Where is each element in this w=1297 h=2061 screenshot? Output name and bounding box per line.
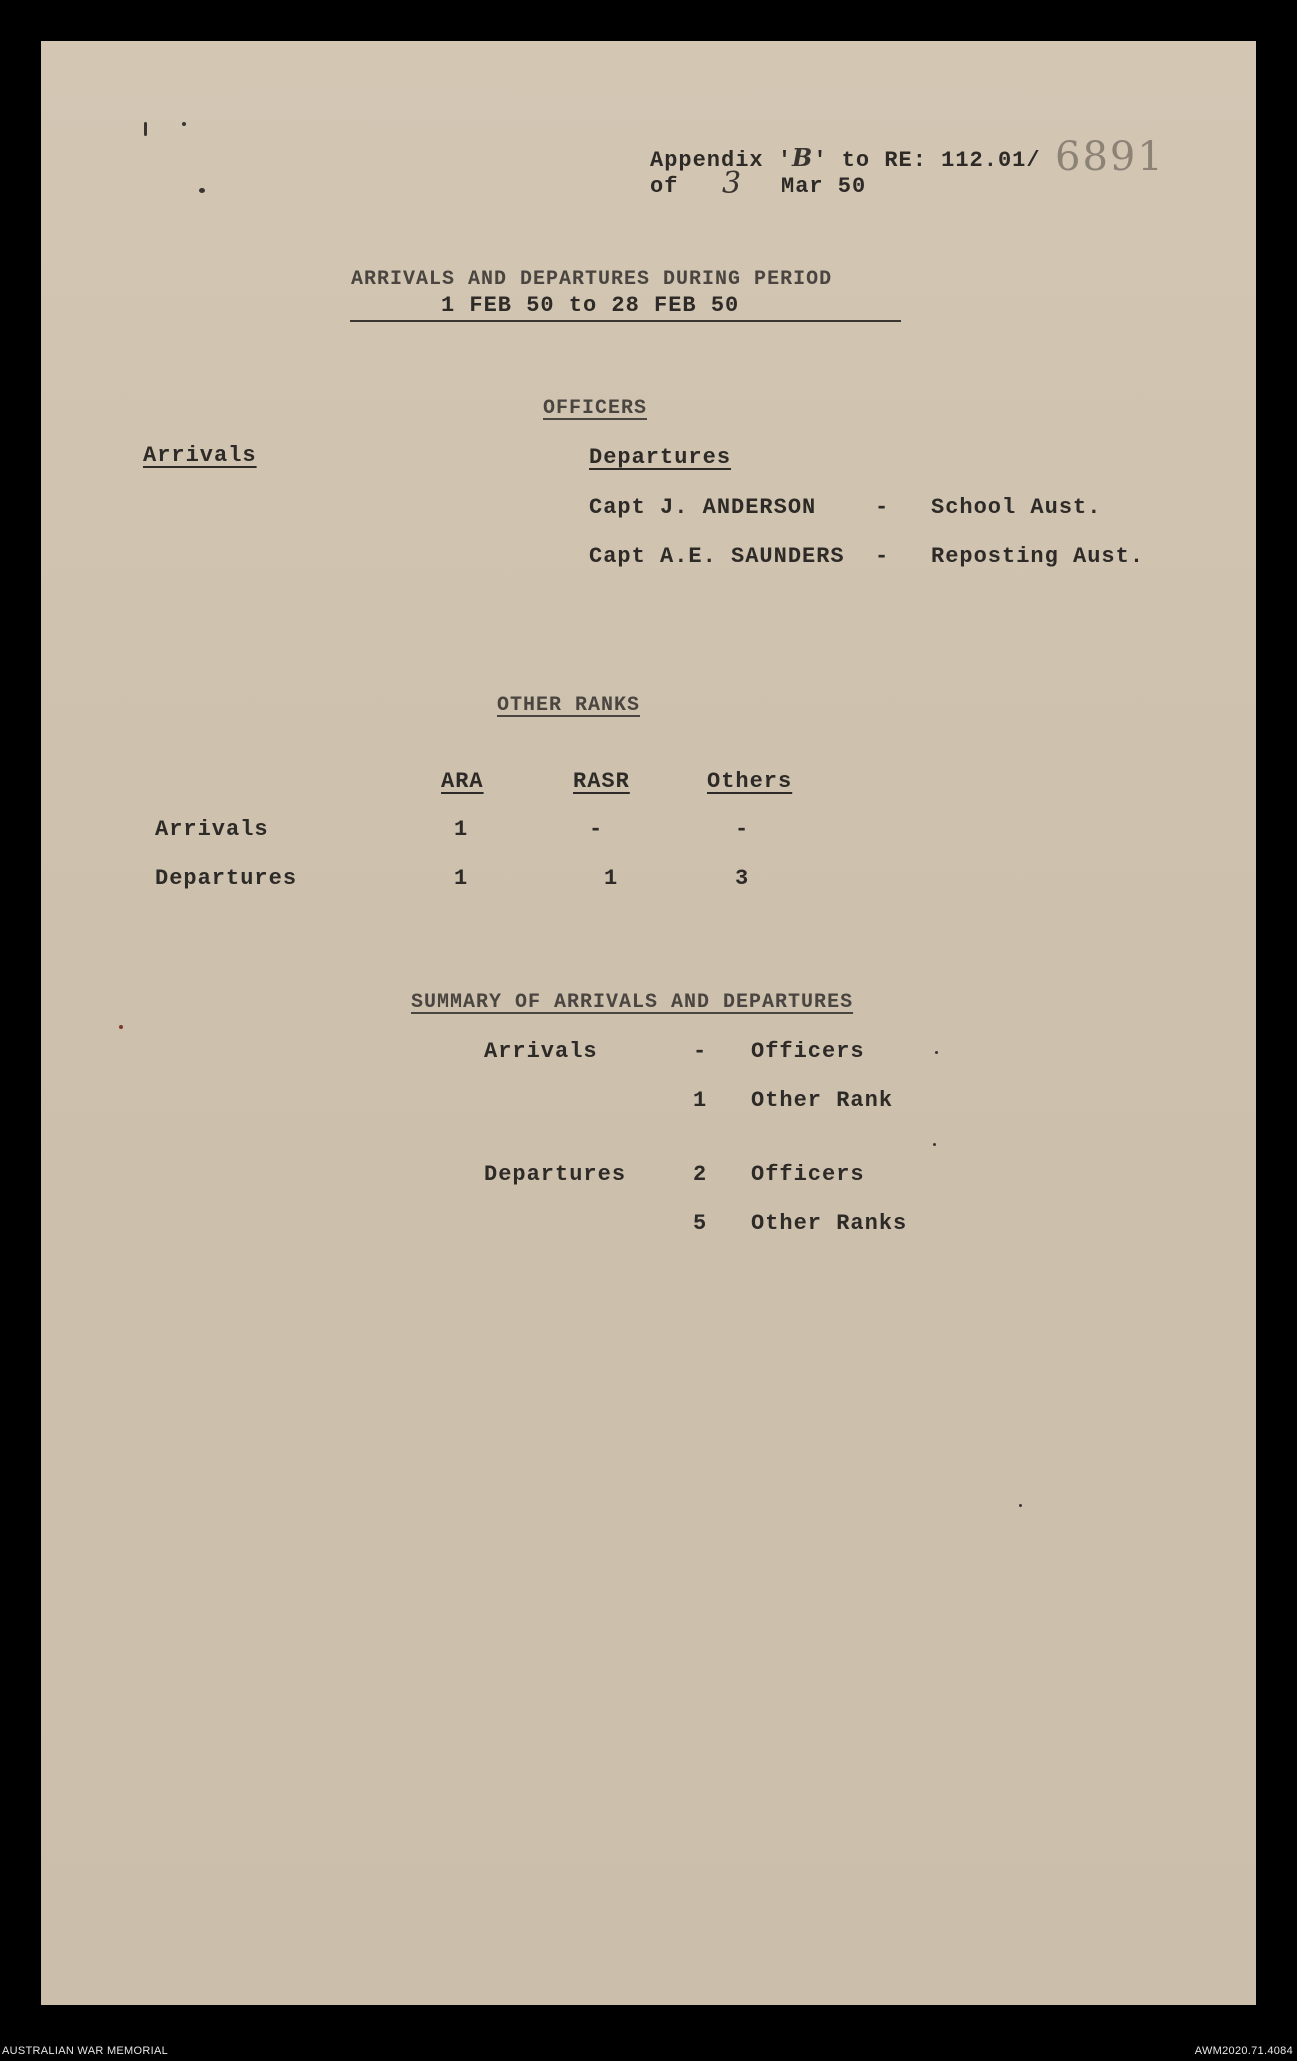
row-label-arrivals: Arrivals [155,817,269,842]
document-page [41,41,1256,2005]
summary-category: Officers [751,1039,865,1064]
officer-departure-destination: Reposting Aust. [931,544,1145,569]
appendix-suffix: ' to RE: 112.01/ [813,148,1041,173]
officers-arrivals-label: Arrivals [143,443,257,468]
column-header-ara: ARA [441,769,484,794]
summary-category: Other Ranks [751,1211,908,1236]
footer-accession-number: AWM2020.71.4084 [1194,2045,1293,2057]
date-month-year: Mar 50 [781,174,867,199]
date-prefix: of [650,174,679,199]
cell-value: 1 [604,866,619,891]
title-line-2: 1 FEB 50 to 28 FEB 50 [441,293,740,318]
summary-count: 5 [693,1211,708,1236]
officer-departure-dash: - [875,495,890,520]
paper-mark [1019,1504,1022,1507]
column-header-others: Others [707,769,793,794]
appendix-letter-handwritten: B [792,143,814,172]
officer-departure-name: Capt A.E. SAUNDERS [589,544,845,569]
officers-heading: OFFICERS [543,397,648,420]
title-line-1: ARRIVALS AND DEPARTURES DURING PERIOD [351,268,833,291]
paper-mark [119,1025,123,1029]
title-underline [350,320,901,322]
column-header-rasr: RASR [573,769,630,794]
appendix-reference [650,143,1041,173]
cell-value: 3 [735,866,750,891]
officer-departure-destination: School Aust. [931,495,1102,520]
footer-institution: AUSTRALIAN WAR MEMORIAL [2,2045,169,2057]
paper-mark [144,122,147,136]
officers-departures-label: Departures [589,445,732,470]
summary-heading: SUMMARY OF ARRIVALS AND DEPARTURES [411,991,854,1014]
paper-mark [935,1051,938,1054]
summary-count: 2 [693,1162,708,1187]
summary-count: 1 [693,1088,708,1113]
paper-mark [199,188,205,193]
cell-value: - [735,817,750,842]
appendix-prefix: Appendix ' [650,148,793,173]
other-ranks-heading: OTHER RANKS [497,694,641,717]
row-label-departures: Departures [155,866,298,891]
summary-category: Other Rank [751,1088,894,1113]
paper-mark [182,122,186,126]
summary-count: - [693,1039,708,1064]
file-number-stamp: 6891 [1055,134,1165,180]
summary-category: Officers [751,1162,865,1187]
summary-group-arrivals: Arrivals [484,1039,598,1064]
cell-value: - [589,817,604,842]
date-day-handwritten: 3 [722,166,742,201]
officer-departure-name: Capt J. ANDERSON [589,495,817,520]
cell-value: 1 [454,817,469,842]
cell-value: 1 [454,866,469,891]
paper-mark [933,1143,936,1146]
officer-departure-dash: - [875,544,890,569]
summary-group-departures: Departures [484,1162,627,1187]
